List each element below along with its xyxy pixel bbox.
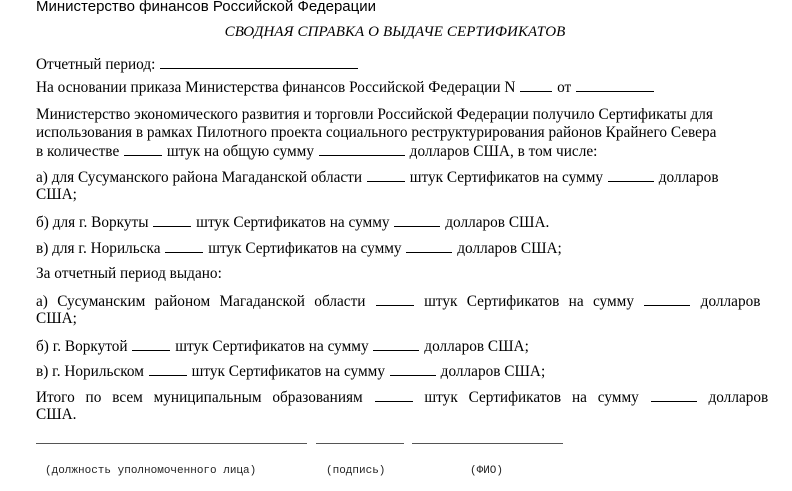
total-wrap: США. (36, 406, 77, 423)
received-a-sum-field[interactable] (608, 168, 654, 182)
item-mid: штук Сертификатов на сумму (409, 169, 604, 186)
item-mid: штук Сертификатов на сумму (191, 363, 386, 380)
total-sum-field[interactable] (651, 388, 697, 402)
issued-item-a (36, 292, 761, 311)
item-suffix: долларов США; (424, 338, 529, 355)
issued-item-c (36, 362, 754, 381)
issued-b-sum-field[interactable] (373, 337, 419, 351)
report-period-line (36, 55, 754, 74)
total-qty-field[interactable] (375, 388, 413, 402)
position-label: (должность уполномоченного лица) (45, 465, 257, 477)
order-date-label: от (557, 79, 572, 96)
received-line-3 (36, 142, 754, 161)
issued-c-qty-field[interactable] (149, 362, 187, 376)
total-mid: штук Сертификатов на сумму (424, 389, 639, 406)
issued-b-qty-field[interactable] (132, 337, 170, 351)
item-prefix: а) для Сусуманского района Магаданской области (36, 169, 363, 186)
total-suffix: долларов (708, 389, 769, 406)
item-prefix: а) Сусуманским районом Магаданской области (36, 293, 366, 310)
received-b-qty-field[interactable] (153, 213, 191, 227)
issued-a-qty-field[interactable] (376, 292, 414, 306)
received-item-a-wrap: США; (36, 186, 77, 203)
signature-label: (подпись) (326, 465, 386, 477)
received-line-2: использования в рамках Пилотного проекта социального реструктурирования районов Крайнего Севера (36, 124, 717, 141)
item-suffix: долларов США; (457, 240, 562, 257)
received-suffix: долларов США, в том числе: (409, 143, 598, 160)
received-qty-label: в количестве (36, 143, 120, 160)
received-sum-field[interactable] (319, 142, 405, 156)
item-prefix: в) г. Норильском (36, 363, 144, 380)
received-line-1: Министерство экономического развития и торговли Российской Федерации получило Сертификаты для (36, 106, 713, 123)
received-c-sum-field[interactable] (406, 239, 452, 253)
item-suffix: долларов (700, 293, 761, 310)
issued-item-b (36, 337, 754, 356)
total-prefix: Итого по всем муниципальным образованиям (36, 389, 363, 406)
order-date-field[interactable] (576, 78, 654, 92)
issued-item-a-wrap: США; (36, 310, 77, 327)
report-period-field[interactable] (160, 55, 358, 69)
issued-heading: За отчетный период выдано: (36, 265, 222, 282)
received-c-qty-field[interactable] (165, 239, 203, 253)
order-prefix: На основании приказа Министерства финансов Российской Федерации N (36, 79, 516, 96)
total-line (36, 388, 769, 407)
received-item-c (36, 239, 754, 258)
name-label: (ФИО) (470, 465, 504, 477)
document-title: СВОДНАЯ СПРАВКА О ВЫДАЧЕ СЕРТИФИКАТОВ (224, 24, 566, 40)
issued-a-sum-field[interactable] (644, 292, 690, 306)
received-item-a (36, 168, 754, 187)
received-a-qty-field[interactable] (367, 168, 405, 182)
item-mid: штук Сертификатов на сумму (196, 214, 390, 231)
name-signature-line[interactable] (412, 443, 563, 444)
order-number-field[interactable] (520, 78, 552, 92)
received-b-sum-field[interactable] (394, 213, 440, 227)
report-period-label: Отчетный период: (36, 56, 156, 73)
item-mid: штук Сертификатов на сумму (208, 240, 402, 257)
item-mid: штук Сертификатов на сумму (175, 338, 369, 355)
ministry-header: Министерство финансов Российской Федерации (36, 0, 376, 15)
item-suffix: долларов (658, 169, 719, 186)
signature-line[interactable] (316, 443, 404, 444)
received-qty-field[interactable] (124, 142, 162, 156)
item-mid: штук Сертификатов на сумму (424, 293, 634, 310)
item-suffix: долларов США; (440, 363, 546, 380)
received-sum-label: штук на общую сумму (166, 143, 315, 160)
item-prefix: в) для г. Норильска (36, 240, 161, 257)
received-item-b (36, 213, 754, 232)
position-signature-line[interactable] (36, 443, 307, 444)
order-line (36, 78, 754, 97)
item-prefix: б) г. Воркутой (36, 338, 128, 355)
item-suffix: долларов США. (445, 214, 550, 231)
issued-c-sum-field[interactable] (390, 362, 436, 376)
item-prefix: б) для г. Воркуты (36, 214, 149, 231)
